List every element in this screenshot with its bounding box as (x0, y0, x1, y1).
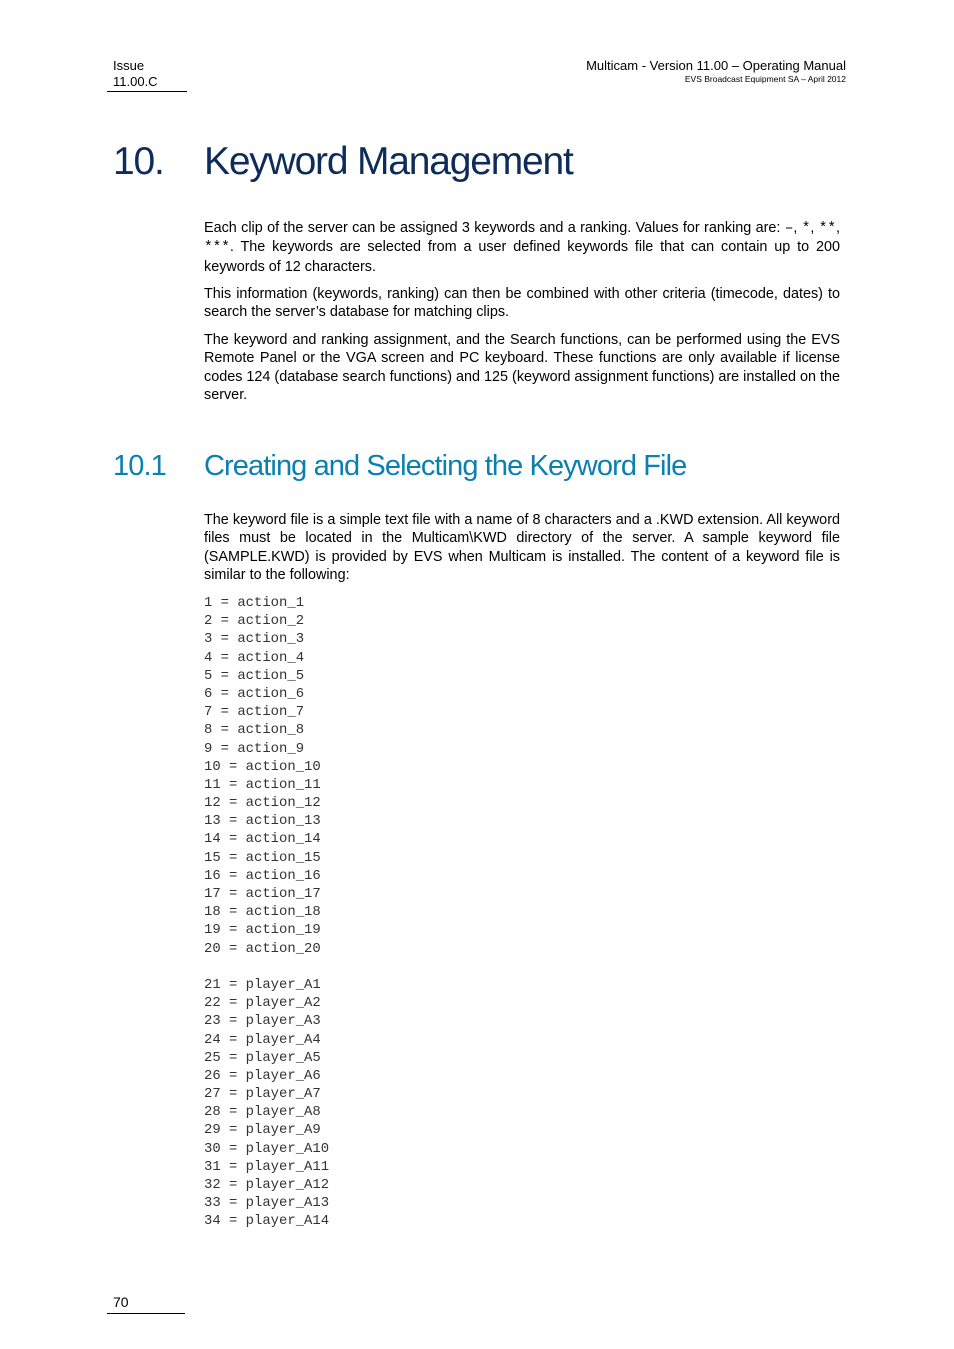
intro-paragraph-1 (204, 219, 840, 276)
keyword-line: 6 = action_6 (204, 685, 305, 702)
keyword-line: 7 = action_7 (204, 704, 305, 721)
document-header (586, 58, 846, 85)
section-title: Creating and Selecting the Keyword File (204, 450, 687, 482)
ranking-value-3: *** (204, 240, 230, 257)
ranking-value-none: – (784, 221, 794, 237)
issue-number: 11.00.C (113, 74, 158, 89)
keyword-line: 21 = player_A1 (204, 976, 321, 993)
intro-paragraph-2: This information (keywords, ranking) can then be combined with other criteria (timecode, dates) to search the server’s database for matching clips. (204, 286, 840, 321)
publisher-date: EVS Broadcast Equipment SA – April 2012 (684, 74, 846, 84)
keyword-line: 34 = player_A14 (204, 1213, 330, 1230)
intro-text-a: Each clip of the server can be assigned 3 keywords and a ranking. Values for ranking are: (204, 220, 785, 236)
section-number: 10.1 (113, 450, 166, 482)
manual-title: Multicam - Version 11.00 – Operating Manual (586, 58, 846, 73)
keyword-line: 24 = player_A4 (204, 1031, 321, 1048)
keyword-line: 29 = player_A9 (204, 1122, 321, 1139)
keyword-line: 33 = player_A13 (204, 1195, 330, 1212)
keyword-line: 27 = player_A7 (204, 1086, 321, 1103)
issue-block (113, 58, 158, 90)
keyword-line: 25 = player_A5 (204, 1049, 321, 1066)
chapter-number: 10. (113, 140, 164, 183)
keyword-line: 22 = player_A2 (204, 995, 321, 1012)
keyword-line: 2 = action_2 (204, 613, 305, 630)
separator: , (793, 220, 802, 236)
blank-line (204, 958, 329, 976)
keyword-line: 26 = player_A6 (204, 1067, 321, 1084)
page-number: 70 (113, 1294, 129, 1310)
chapter-heading (113, 140, 573, 184)
keyword-line: 17 = action_17 (204, 886, 321, 902)
page-number-underline (107, 1313, 185, 1314)
issue-label: Issue (113, 58, 145, 73)
section-paragraph: The keyword file is a simple text file with a name of 8 characters and a .KWD extension. All keyword files must be located in the Multicam\KWD directory of the server. A sample keyword file (SAMPLE.KWD) is provided by EVS when Multicam is installed. The content of a keyword file is similar to the following: (204, 512, 840, 583)
keyword-line: 32 = player_A12 (204, 1177, 330, 1193)
keyword-line: 11 = action_11 (204, 776, 321, 793)
chapter-title: Keyword Management (204, 140, 573, 183)
keyword-line: 23 = player_A3 (204, 1013, 321, 1030)
keyword-line: 31 = player_A11 (204, 1158, 330, 1175)
keyword-line: 8 = action_8 (204, 722, 305, 739)
intro-paragraph-3: The keyword and ranking assignment, and the Search functions, can be performed using the EVS Remote Panel or the VGA screen and PC keyboard. These functions are only available if license codes 124 (database search functions) and 125 (keyword assignment functions) are installed on the server. (204, 332, 840, 403)
separator: , (810, 220, 819, 236)
keyword-line: 5 = action_5 (204, 667, 305, 684)
keyword-line: 19 = action_19 (204, 922, 321, 939)
keyword-line: 16 = action_16 (204, 867, 321, 884)
keyword-file-listing (204, 594, 329, 1231)
separator: , (836, 220, 840, 236)
ranking-value-2: ** (818, 221, 836, 237)
keyword-line: 4 = action_4 (204, 649, 305, 666)
keyword-line: 28 = player_A8 (204, 1104, 321, 1121)
keyword-line: 1 = action_1 (204, 595, 305, 611)
keyword-line: 13 = action_13 (204, 813, 321, 830)
keyword-line: 3 = action_3 (204, 631, 305, 648)
ranking-value-1: * (801, 221, 811, 237)
keyword-line: 9 = action_9 (204, 740, 305, 757)
issue-underline (107, 91, 187, 92)
section-heading (113, 449, 686, 483)
keyword-line: 15 = action_15 (204, 849, 321, 866)
intro-text-b: . The keywords are selected from a user defined keywords file that can contain up to 200 keywords of 12 characters. (204, 239, 840, 275)
keyword-line: 12 = action_12 (204, 795, 321, 812)
keyword-line: 14 = action_14 (204, 831, 321, 848)
keyword-line: 30 = player_A10 (204, 1140, 330, 1157)
keyword-line: 18 = action_18 (204, 904, 321, 921)
keyword-line: 10 = action_10 (204, 758, 321, 775)
keyword-line: 20 = action_20 (204, 940, 321, 957)
